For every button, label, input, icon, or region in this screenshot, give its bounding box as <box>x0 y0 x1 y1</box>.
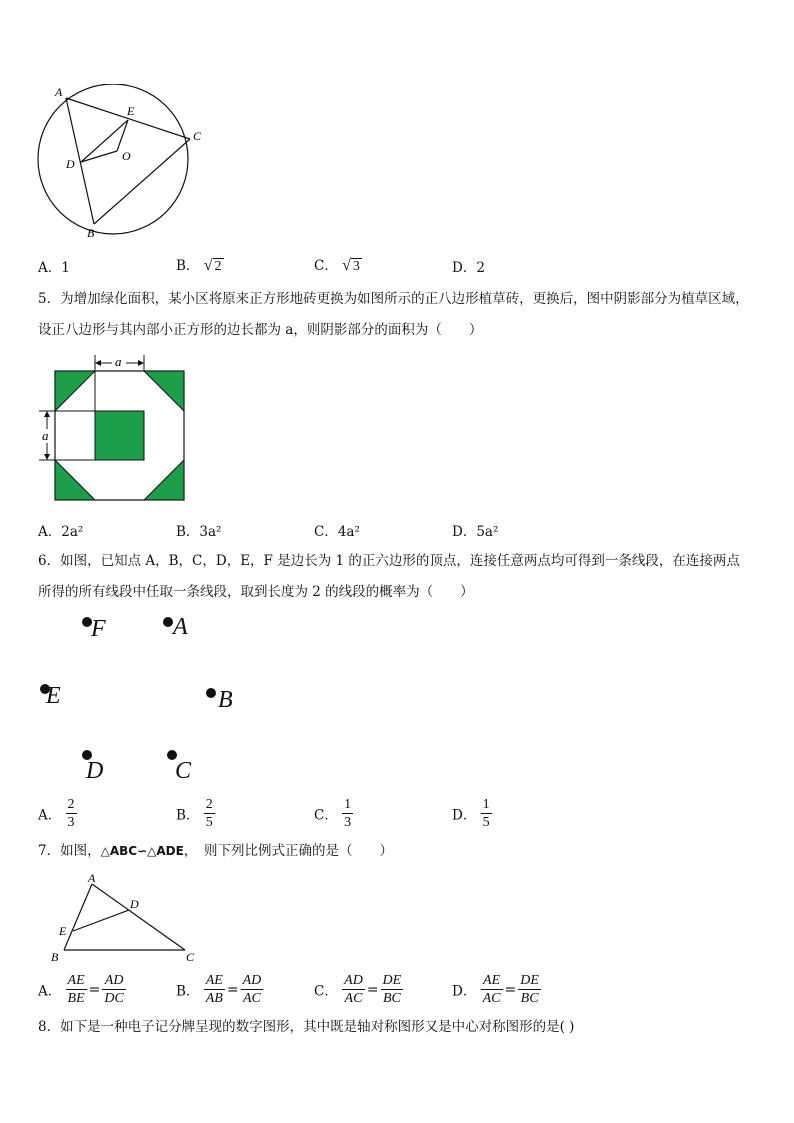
option-value: 2 <box>214 259 222 274</box>
denominator: BC <box>382 991 401 1006</box>
fraction <box>66 796 77 831</box>
q6-option-c[interactable] <box>314 796 353 831</box>
fraction-left <box>342 972 365 1007</box>
option-value: 4a² <box>337 524 360 540</box>
equals-sign: = <box>504 981 517 998</box>
q4-option-a[interactable] <box>38 256 70 276</box>
point-e-label: E <box>46 683 61 709</box>
option-letter: B． <box>176 983 200 1000</box>
dim-label-left: a <box>42 428 49 443</box>
option-letter: C． <box>314 983 338 1000</box>
option-letter: A． <box>38 983 62 1000</box>
point-f-label: F <box>91 616 106 642</box>
option-letter: A． <box>38 260 62 276</box>
numerator: AD <box>102 972 125 990</box>
denominator: 3 <box>67 815 75 830</box>
numerator: 1 <box>344 797 352 812</box>
label-e: E <box>127 104 135 118</box>
segment-bc <box>94 139 190 224</box>
fraction <box>481 796 492 831</box>
option-value: 1 <box>61 260 70 276</box>
fraction-left <box>481 972 503 1007</box>
q5-option-b[interactable] <box>176 520 221 540</box>
option-value: 2a² <box>61 524 84 540</box>
denominator: AC <box>482 991 501 1006</box>
fraction-right <box>102 972 125 1007</box>
numerator: AE <box>67 973 85 988</box>
fraction-right <box>381 972 404 1007</box>
option-letter: D． <box>452 983 477 1000</box>
q6-option-d[interactable] <box>452 796 492 831</box>
radical-icon: √ <box>342 257 351 274</box>
q7-option-b[interactable] <box>176 972 263 1007</box>
q7-similarity: △ABC∽△ADE <box>100 844 184 858</box>
option-letter: C． <box>314 807 338 824</box>
fraction <box>204 796 215 831</box>
q4-figure <box>34 84 214 244</box>
q6-line-2: 所得的所有线段中任取一条线段，取到长度为 2 的线段的概率为（ ） <box>38 584 474 600</box>
option-letter: A． <box>38 807 62 824</box>
label-a: A <box>55 85 63 99</box>
option-letter: A． <box>38 524 62 540</box>
option-letter: C． <box>314 258 338 274</box>
label-c: C <box>193 129 202 143</box>
option-value: 5a² <box>476 524 499 540</box>
q5-option-d[interactable] <box>452 520 498 540</box>
denominator: AC <box>242 991 261 1006</box>
q5-line-2: 设正八边形与其内部小正方形的边长都为 a，则阴影部分的面积为（ ） <box>38 322 483 338</box>
sqrt-expression <box>204 257 224 275</box>
point-a-dot <box>163 617 173 627</box>
point-a-label: A <box>173 614 188 640</box>
numerator: DE <box>520 973 539 988</box>
label-o: O <box>122 149 131 163</box>
q7-prefix: 7．如图， <box>38 843 101 859</box>
fraction-right <box>518 972 541 1007</box>
numerator: DE <box>382 973 402 988</box>
q5-stem <box>38 284 768 346</box>
q4-option-b[interactable] <box>176 254 224 275</box>
radical-icon: √ <box>203 257 213 274</box>
option-letter: D． <box>452 807 477 824</box>
numerator: AE <box>481 972 503 990</box>
label-b: B <box>51 950 59 964</box>
denominator: 3 <box>344 815 352 830</box>
option-letter: B． <box>176 524 200 540</box>
q7-option-a[interactable] <box>38 972 126 1007</box>
option-letter: D． <box>452 524 477 540</box>
q6-option-b[interactable] <box>176 796 215 831</box>
q7-option-c[interactable] <box>314 972 403 1007</box>
numerator: 1 <box>482 797 490 812</box>
fraction-left <box>204 972 225 1007</box>
equals-sign: = <box>226 981 239 998</box>
denominator: AC <box>344 991 363 1006</box>
fraction-right <box>241 972 264 1007</box>
option-value: 2 <box>476 260 485 276</box>
q4-option-d[interactable] <box>452 256 485 276</box>
q5-figure <box>36 352 191 504</box>
dim-label-top: a <box>115 354 122 369</box>
q4-option-c[interactable] <box>314 254 362 275</box>
fraction-left <box>66 972 87 1007</box>
numerator: AD <box>242 973 262 988</box>
denominator: 5 <box>205 815 213 830</box>
q8-line-1: 8．如下是一种电子记分牌呈现的数字图形，其中既是轴对称图形又是中心对称图形的是( ) <box>38 1019 575 1035</box>
equals-sign: = <box>88 981 101 998</box>
q7-suffix: ， 则下列比例式正确的是（ ） <box>183 843 394 859</box>
option-value: 3 <box>352 259 360 274</box>
numerator: AD <box>344 973 363 988</box>
point-c-label: C <box>175 758 192 784</box>
point-b-label: B <box>218 687 233 713</box>
q5-option-c[interactable] <box>314 520 360 540</box>
label-b: B <box>87 226 95 240</box>
q7-stem <box>38 836 768 867</box>
circle-o <box>38 84 188 234</box>
sqrt-expression <box>342 257 362 275</box>
label-a: A <box>88 871 96 885</box>
q5-option-a[interactable] <box>38 520 83 540</box>
fraction <box>342 796 353 831</box>
option-letter: B． <box>176 807 200 824</box>
q7-option-d[interactable] <box>452 972 541 1007</box>
point-b-dot <box>206 688 216 698</box>
q7-figure <box>44 868 204 968</box>
label-d: D <box>130 897 139 911</box>
shaded-inner-square <box>95 411 144 460</box>
q6-option-a[interactable] <box>38 796 77 831</box>
option-letter: B． <box>176 258 200 274</box>
q8-stem <box>38 1012 768 1043</box>
option-letter: C． <box>314 524 338 540</box>
equals-sign: = <box>366 981 379 998</box>
denominator: AB <box>205 991 223 1006</box>
denominator: BE <box>67 991 85 1006</box>
denominator: DC <box>104 991 124 1006</box>
point-d-label: D <box>86 758 104 784</box>
label-d: D <box>66 157 75 171</box>
option-value: 3a² <box>199 524 222 540</box>
option-letter: D． <box>452 260 477 276</box>
numerator: AE <box>205 973 223 988</box>
numerator: 2 <box>205 797 213 812</box>
denominator: BC <box>520 991 539 1006</box>
q5-line-1: 5．为增加绿化面积，某小区将原来正方形地砖更换为如图所示的正八边形植草砖，更换后，图中阴影部分为植草区域， <box>38 291 749 307</box>
label-e: E <box>59 924 67 938</box>
q6-stem <box>38 546 768 608</box>
label-c: C <box>186 950 195 964</box>
denominator: 5 <box>482 815 490 830</box>
numerator: 2 <box>67 797 75 812</box>
q6-line-1: 6．如图，已知点 A，B，C，D，E，F 是边长为 1 的正六边形的顶点，连接任意两点均可得到一条线段，在连接两点 <box>38 553 740 569</box>
